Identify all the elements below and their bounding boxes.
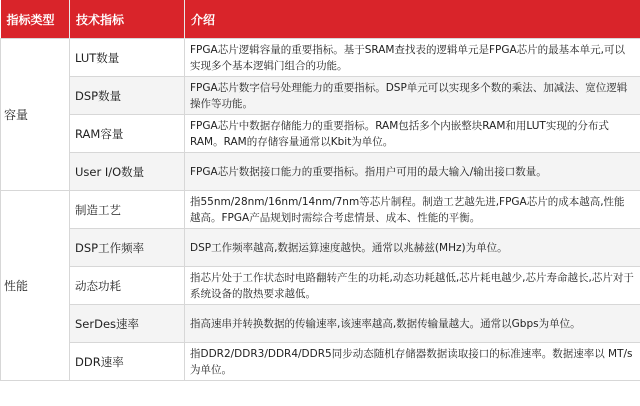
metric-name: DDR速率 [70,343,185,381]
metric-description: 指DDR2/DDR3/DDR4/DDR5同步动态随机存储器数据读取接口的标准速率。数据速率以 MT/s为单位。 [185,343,640,381]
table-row [1,77,640,115]
table-row [1,191,640,229]
table-row [1,229,640,267]
metric-name: 动态功耗 [70,267,185,305]
metric-description: 指高速串并转换数据的传输速率,该速率越高,数据传输量越大。通常以Gbps为单位。 [185,305,640,343]
metric-name: User I/O数量 [70,153,185,191]
metric-description: 指芯片处于工作状态时电路翻转产生的功耗,动态功耗越低,芯片耗电越少,芯片寿命越长,芯片对于系统设备的散热要求越低。 [185,267,640,305]
table-row [1,267,640,305]
header-category: 指标类型 [1,0,70,39]
metric-name: LUT数量 [70,39,185,77]
metric-name: DSP数量 [70,77,185,115]
metric-description: FPGA芯片逻辑容量的重要指标。基于SRAM查找表的逻辑单元是FPGA芯片的最基本单元,可以实现多个基本逻辑门组合的功能。 [185,39,640,77]
metric-description: DSP工作频率越高,数据运算速度越快。通常以兆赫兹(MHz)为单位。 [185,229,640,267]
header-row [1,0,640,39]
metric-name: RAM容量 [70,115,185,153]
category-cell-capacity: 容量 [1,39,70,191]
metric-name: DSP工作频率 [70,229,185,267]
metric-name: SerDes速率 [70,305,185,343]
metric-description: FPGA芯片中数据存储能力的重要指标。RAM包括多个内嵌整块RAM和用LUT实现的分布式RAM。RAM的存储容量通常以Kbit为单位。 [185,115,640,153]
metric-description: 指55nm/28nm/16nm/14nm/7nm等芯片制程。制造工艺越先进,FPGA芯片的成本越高,性能越高。FPGA产品规划时需综合考虑情景、成本、性能的平衡。 [185,191,640,229]
metric-description: FPGA芯片数据接口能力的重要指标。指用户可用的最大输入/输出接口数量。 [185,153,640,191]
table-row [1,39,640,77]
table-row [1,305,640,343]
category-cell-performance: 性能 [1,191,70,381]
table-row [1,115,640,153]
header-description: 介绍 [185,0,640,39]
metric-name: 制造工艺 [70,191,185,229]
header-metric: 技术指标 [70,0,185,39]
table-row [1,343,640,381]
metric-description: FPGA芯片数字信号处理能力的重要指标。DSP单元可以实现多个数的乘法、加减法、宽位逻辑操作等功能。 [185,77,640,115]
table-row [1,153,640,191]
